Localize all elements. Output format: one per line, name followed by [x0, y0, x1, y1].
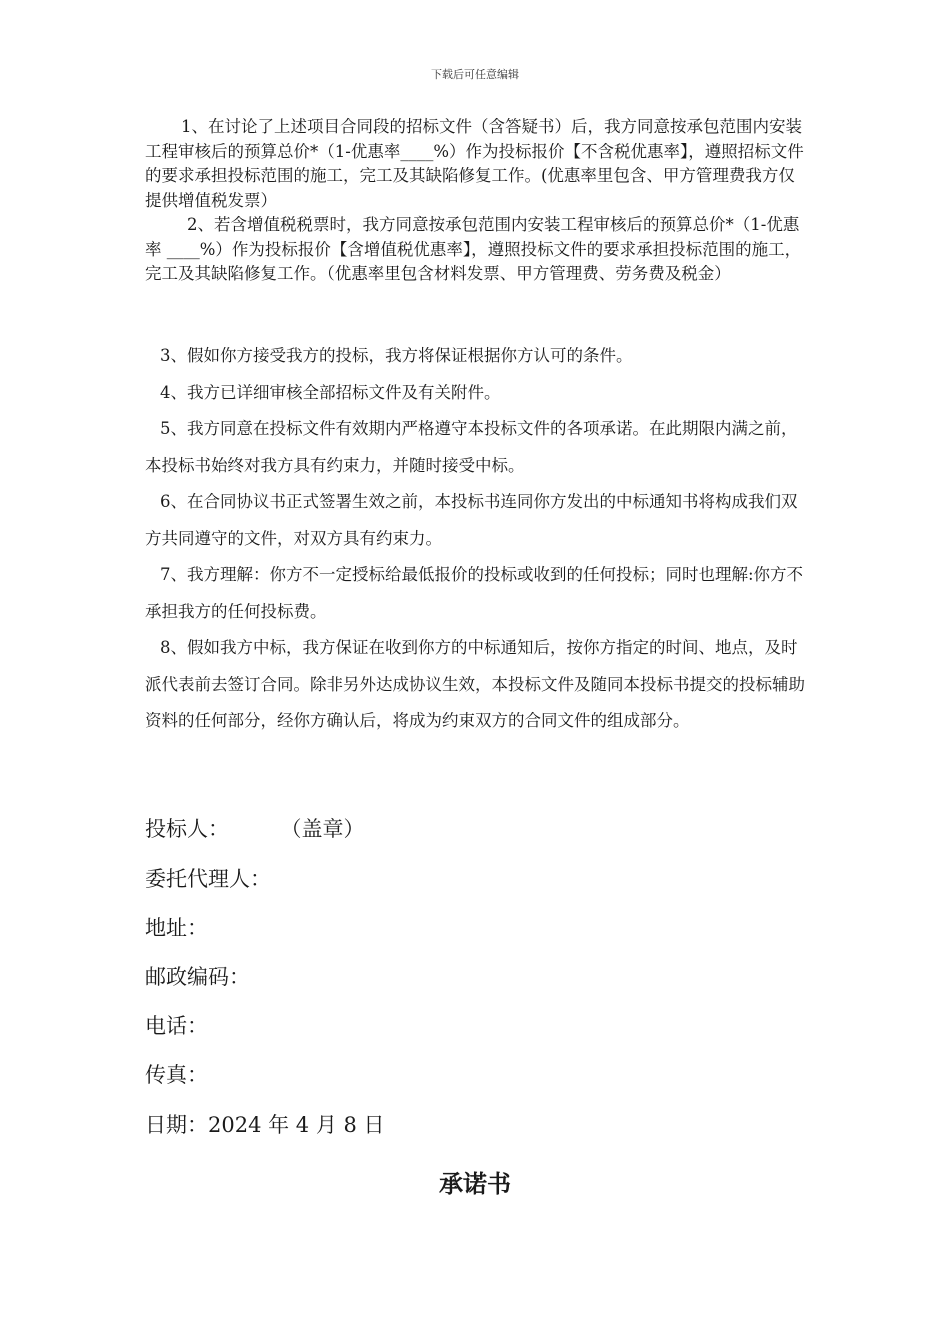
- postcode-label: 邮政编码：: [145, 965, 250, 989]
- clause-7: 7、我方理解：你方不一定授标给最低报价的投标或收到的任何投标；同时也理解:你方不承担我方的任何投标费。: [145, 565, 804, 621]
- phone-label: 电话：: [145, 1014, 208, 1038]
- clause-1: 1、在讨论了上述项目合同段的招标文件（含答疑书）后，我方同意按承包范围内安装工程审核后的预算总价*（1-优惠率____%）作为投标报价【不含税优惠率】，遵照招标文件的要求承担投标范围的施工，完工及其缺陷修复工作。(优惠率里包含、甲方管理费我方仅提供增值税发票）: [145, 117, 804, 210]
- clauses-block: [145, 338, 811, 740]
- seal-label: （盖章）: [291, 817, 365, 841]
- section-title: 承诺书: [439, 1169, 511, 1198]
- page-header-note: 下载后可任意编辑: [431, 68, 519, 81]
- clause-2: 2、若含增值税税票时，我方同意按承包范围内安装工程审核后的预算总价*（1-优惠率 ____%）作为投标报价【含增值税优惠率】，遵照投标文件的要求承担投标范围的施工，完工及其缺陷修复工作。（优惠率里包含材料发票、甲方管理费、劳务费及税金）: [145, 215, 802, 283]
- fax-label: 传真：: [145, 1063, 208, 1087]
- clause-6: 6、在合同协议书正式签署生效之前，本投标书连同你方发出的中标通知书将构成我们双方共同遵守的文件，对双方具有约束力。: [145, 492, 798, 548]
- bidder-line: [145, 815, 365, 843]
- date-label: 日期：2024 年 4 月 8 日: [145, 1113, 385, 1137]
- address-label: 地址：: [145, 916, 208, 940]
- agent-label: 委托代理人：: [145, 867, 271, 891]
- bidder-label: 投标人：: [145, 817, 229, 841]
- clause-3: 3、假如你方接受我方的投标，我方将保证根据你方认可的条件。: [160, 346, 633, 365]
- clause-8: 8、假如我方中标，我方保证在收到你方的中标通知后，按你方指定的时间、地点，及时派代表前去签订合同。除非另外达成协议生效，本投标文件及随同本投标书提交的投标辅助资料的任何部分，经你方确认后，将成为约束双方的合同文件的组成部分。: [145, 638, 805, 730]
- clause-5: 5、我方同意在投标文件有效期内严格遵守本投标文件的各项承诺。在此期限内满之前，本投标书始终对我方具有约束力，并随时接受中标。: [145, 419, 798, 475]
- clause-4: 4、我方已详细审核全部招标文件及有关附件。: [160, 382, 501, 402]
